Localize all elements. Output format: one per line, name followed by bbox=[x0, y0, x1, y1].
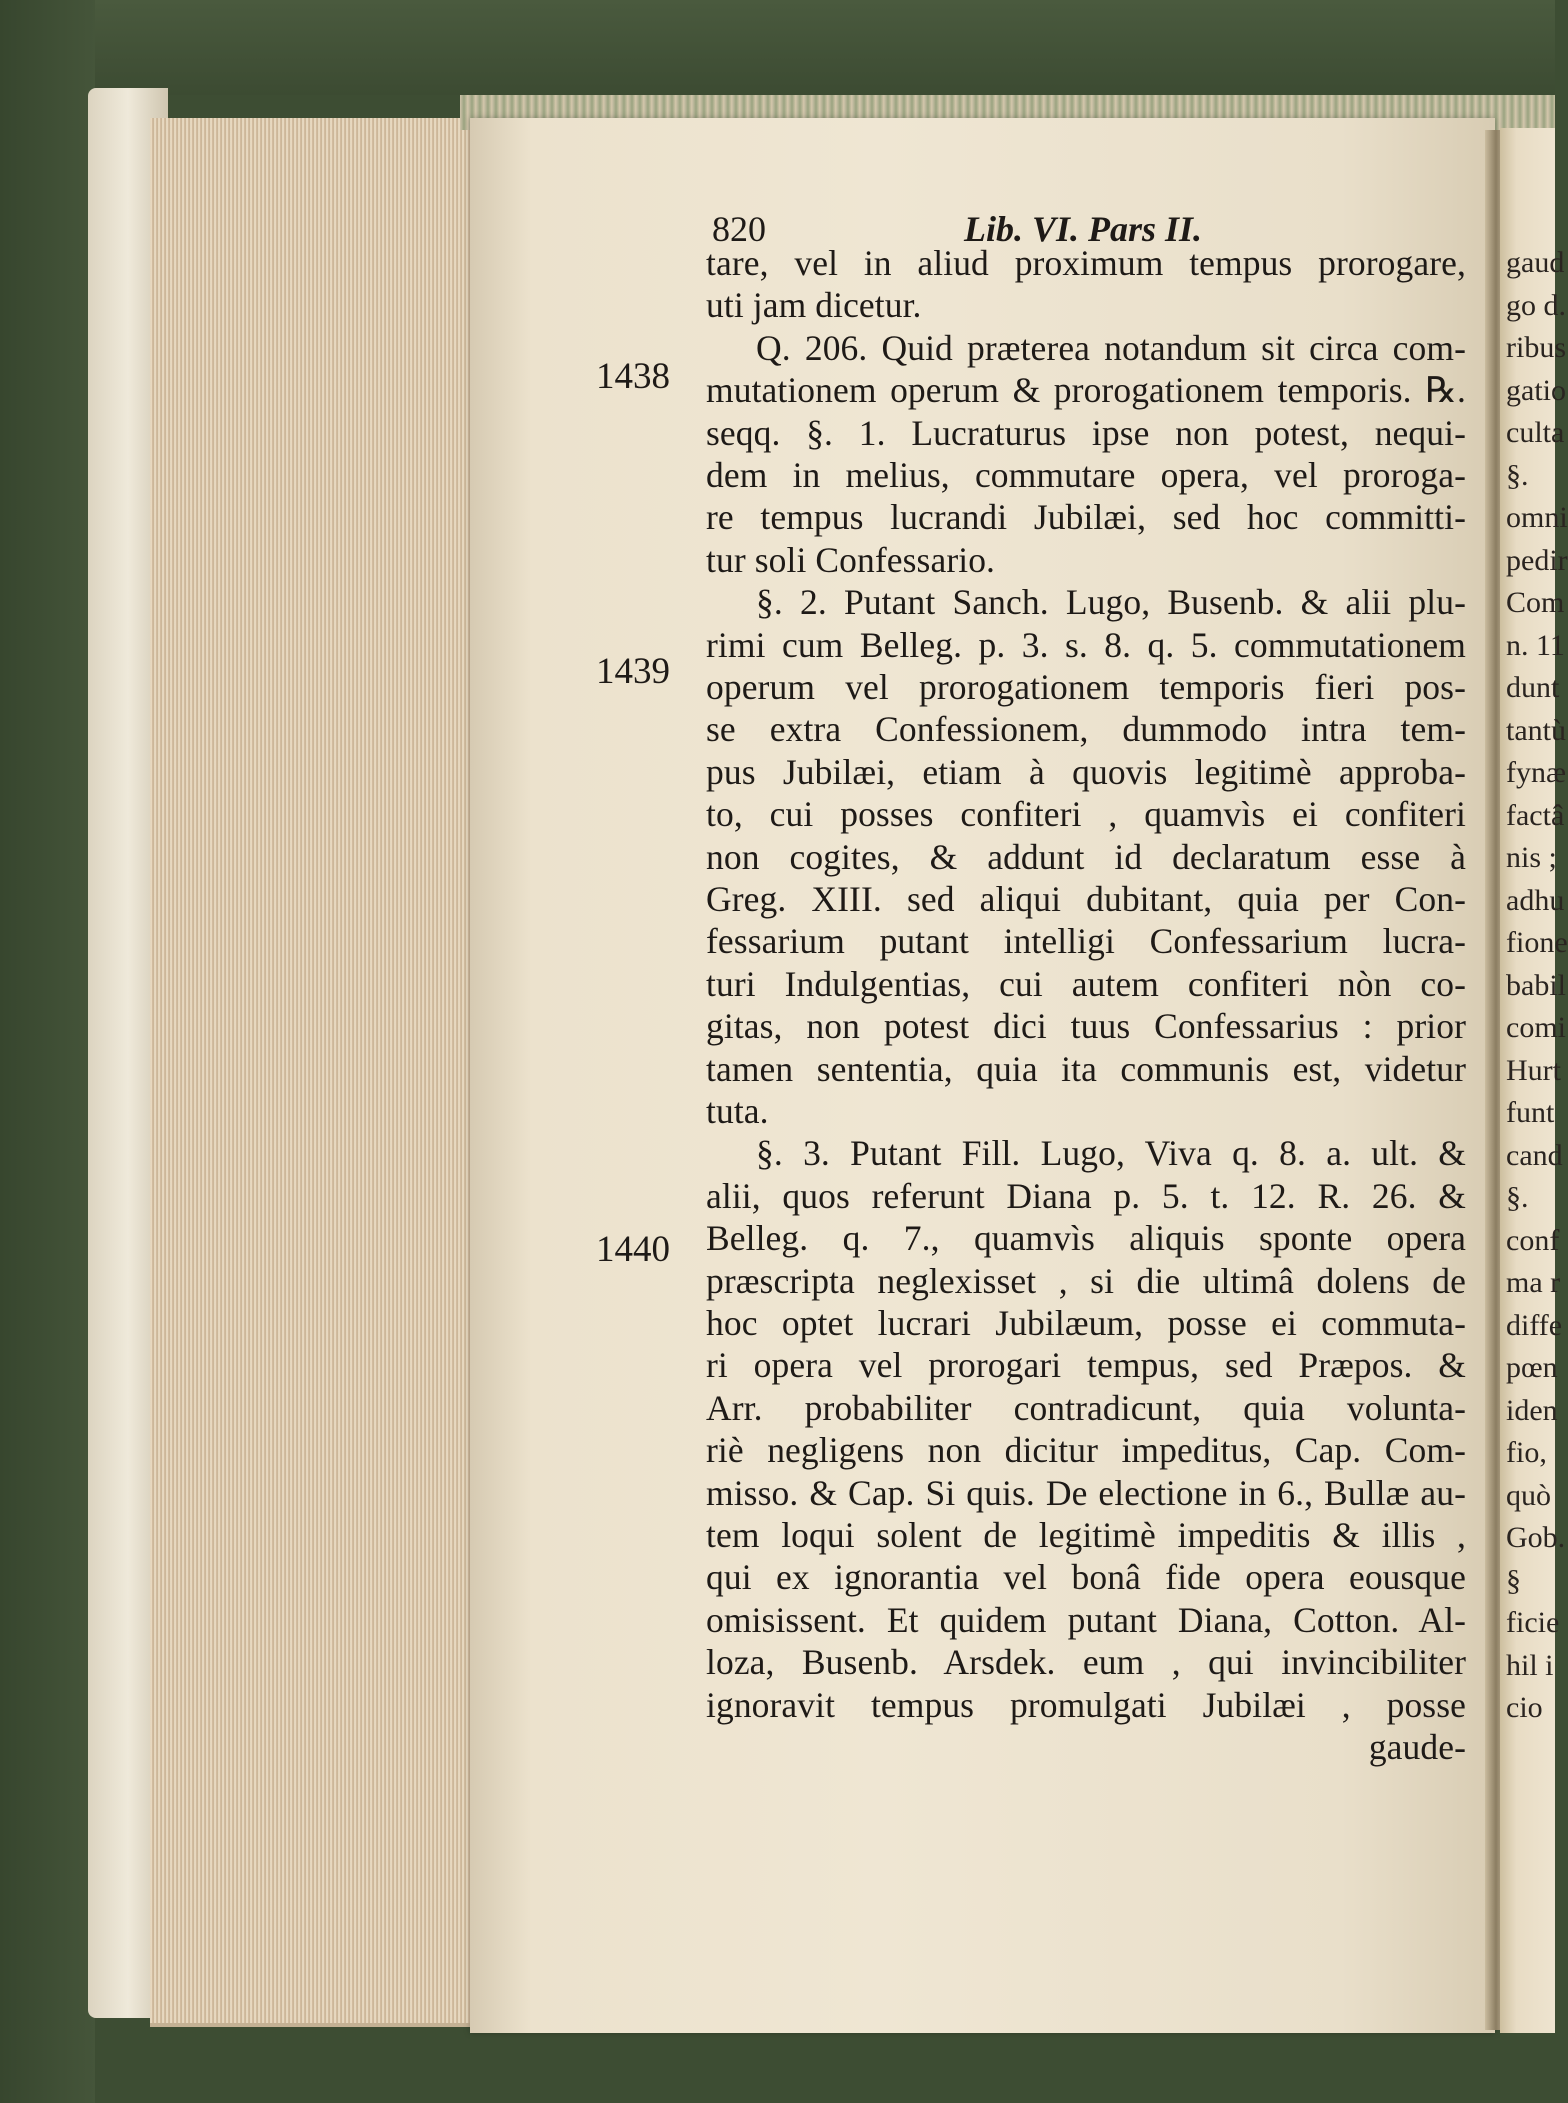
text-line: Greg. XIII. sed aliqui dubitant, quia per Con- bbox=[706, 879, 1466, 919]
facing-page-text: omni bbox=[1506, 501, 1568, 534]
facing-page-text: iden bbox=[1506, 1393, 1558, 1427]
text-line: gaude- bbox=[1368, 1727, 1466, 1767]
facing-page-text: tantù bbox=[1506, 713, 1566, 747]
text-line: misso. & Cap. Si quis. De electione in 6., Bullæ au- bbox=[706, 1472, 1466, 1513]
facing-page-text: dunt bbox=[1506, 671, 1560, 704]
facing-page-text: ficie bbox=[1506, 1606, 1560, 1639]
background-top bbox=[0, 0, 1555, 95]
text-line: re tempus lucrandi Jubilæi, sed hoc committi- bbox=[706, 497, 1466, 538]
facing-page-text: Com bbox=[1506, 586, 1565, 619]
facing-page-text: diffe bbox=[1506, 1308, 1563, 1342]
facing-page-text: hil i bbox=[1506, 1648, 1554, 1682]
text-line: loza, Busenb. Arsdek. eum , qui invincibiliter bbox=[706, 1642, 1466, 1683]
text-line: alii, quos referunt Diana p. 5. t. 12. R. 26. & bbox=[706, 1175, 1466, 1216]
text-line: gitas, non potest dici tuus Confessarius : prior bbox=[706, 1006, 1466, 1047]
text-line: non cogites, & addunt id declaratum esse à bbox=[706, 836, 1466, 877]
facing-page-text: funt bbox=[1506, 1096, 1555, 1129]
facing-page-fragment bbox=[1500, 128, 1568, 2033]
text-line: §. 3. Putant Fill. Lugo, Viva q. 8. a. ult. & bbox=[756, 1133, 1466, 1174]
page-edges bbox=[150, 118, 472, 2027]
text-line: Arr. probabiliter contradicunt, quia volunta- bbox=[706, 1387, 1466, 1428]
facing-page-text: cand bbox=[1506, 1138, 1563, 1172]
facing-page-text: pedir bbox=[1506, 543, 1568, 577]
facing-page-text: §. bbox=[1506, 458, 1529, 492]
facing-page-text: conf bbox=[1506, 1223, 1560, 1257]
text-line: operum vel prorogationem temporis fieri pos- bbox=[706, 667, 1466, 707]
text-line: turi Indulgentias, cui autem confiteri nòn co- bbox=[706, 963, 1466, 1004]
facing-page-text: babil bbox=[1506, 968, 1566, 1002]
text-line: seqq. §. 1. Lucraturus ipse non potest, nequi- bbox=[706, 412, 1466, 453]
facing-page-text: gaud bbox=[1506, 246, 1565, 279]
text-line: uti jam dicetur. bbox=[706, 285, 922, 326]
text-line: tamen sententia, quia ita communis est, videtur bbox=[706, 1048, 1466, 1089]
facing-page-text: § bbox=[1506, 1563, 1521, 1597]
marginal-number: 1440 bbox=[596, 1229, 670, 1270]
facing-page-text: pœn bbox=[1506, 1351, 1558, 1384]
text-line: tur soli Confessario. bbox=[706, 539, 996, 580]
text-line: qui ex ignorantia vel bonâ fide opera eousque bbox=[706, 1557, 1466, 1598]
page-number: 820 bbox=[712, 209, 766, 249]
facing-page-text: culta bbox=[1506, 416, 1565, 449]
text-line: omisissent. Et quidem putant Diana, Cotton. Al- bbox=[706, 1599, 1466, 1640]
facing-page-text: gatio bbox=[1506, 373, 1566, 407]
text-line: to, cui posses confiteri , quamvìs ei confiteri bbox=[706, 794, 1466, 835]
text-line: ri opera vel prorogari tempus, sed Præpos. & bbox=[706, 1345, 1466, 1386]
text-line: dem in melius, commutare opera, vel proroga- bbox=[706, 455, 1466, 495]
facing-page-text: nis ; bbox=[1506, 841, 1557, 874]
facing-page-text: factâ bbox=[1506, 798, 1565, 832]
facing-page-text: fynæ bbox=[1506, 756, 1566, 789]
text-line: hoc optet lucrari Jubilæum, posse ei commuta- bbox=[706, 1303, 1466, 1343]
marginal-number: 1438 bbox=[596, 356, 670, 397]
marginal-number: 1439 bbox=[596, 651, 670, 692]
facing-page-text: fio, bbox=[1506, 1436, 1547, 1469]
facing-page-text: n. 11 bbox=[1506, 628, 1565, 662]
facing-page-text: fione bbox=[1506, 926, 1568, 959]
text-line: tuta. bbox=[706, 1091, 769, 1131]
text-line: præscripta neglexisset , si die ultimâ dolens de bbox=[706, 1260, 1466, 1301]
facing-page-text: cio bbox=[1506, 1691, 1543, 1724]
text-line: §. 2. Putant Sanch. Lugo, Busenb. & alii plu- bbox=[756, 582, 1466, 623]
text-line: Belleg. q. 7., quamvìs aliquis sponte opera bbox=[706, 1218, 1466, 1259]
facing-page-text: ma r bbox=[1506, 1266, 1561, 1299]
facing-page-text: ribus bbox=[1506, 331, 1566, 364]
text-line: riè negligens non dicitur impeditus, Cap. Com- bbox=[706, 1430, 1466, 1471]
facing-page-text: comi bbox=[1506, 1011, 1566, 1044]
facing-page-text: quò bbox=[1506, 1478, 1551, 1512]
text-line: tare, vel in aliud proximum tempus prorogare, bbox=[706, 243, 1466, 283]
text-line: Q. 206. Quid præterea notandum sit circa com- bbox=[756, 327, 1466, 368]
facing-page-text: go d. bbox=[1506, 288, 1566, 322]
facing-page-text: adhu bbox=[1506, 883, 1565, 917]
text-line: tem loqui solent de legitimè impeditis & illis , bbox=[706, 1515, 1466, 1555]
facing-page-text: Hurt bbox=[1506, 1053, 1561, 1087]
facing-page-text: §. bbox=[1506, 1181, 1529, 1214]
text-line: rimi cum Belleg. p. 3. s. 8. q. 5. commutationem bbox=[706, 624, 1466, 665]
facing-page-text: Gob. bbox=[1506, 1521, 1566, 1554]
text-line: ignoravit tempus promulgati Jubilæi , posse bbox=[706, 1684, 1466, 1725]
text-line: pus Jubilæi, etiam à quovis legitimè approba- bbox=[706, 751, 1466, 792]
background-left bbox=[0, 0, 95, 2103]
text-line: mutationem operum & prorogationem temporis. ℞. bbox=[706, 370, 1466, 411]
text-line: se extra Confessionem, dummodo intra tem- bbox=[706, 709, 1466, 750]
running-head: Lib. VI. Pars II. bbox=[964, 209, 1203, 249]
text-line: fessarium putant intelligi Confessarium lucra- bbox=[706, 921, 1466, 962]
